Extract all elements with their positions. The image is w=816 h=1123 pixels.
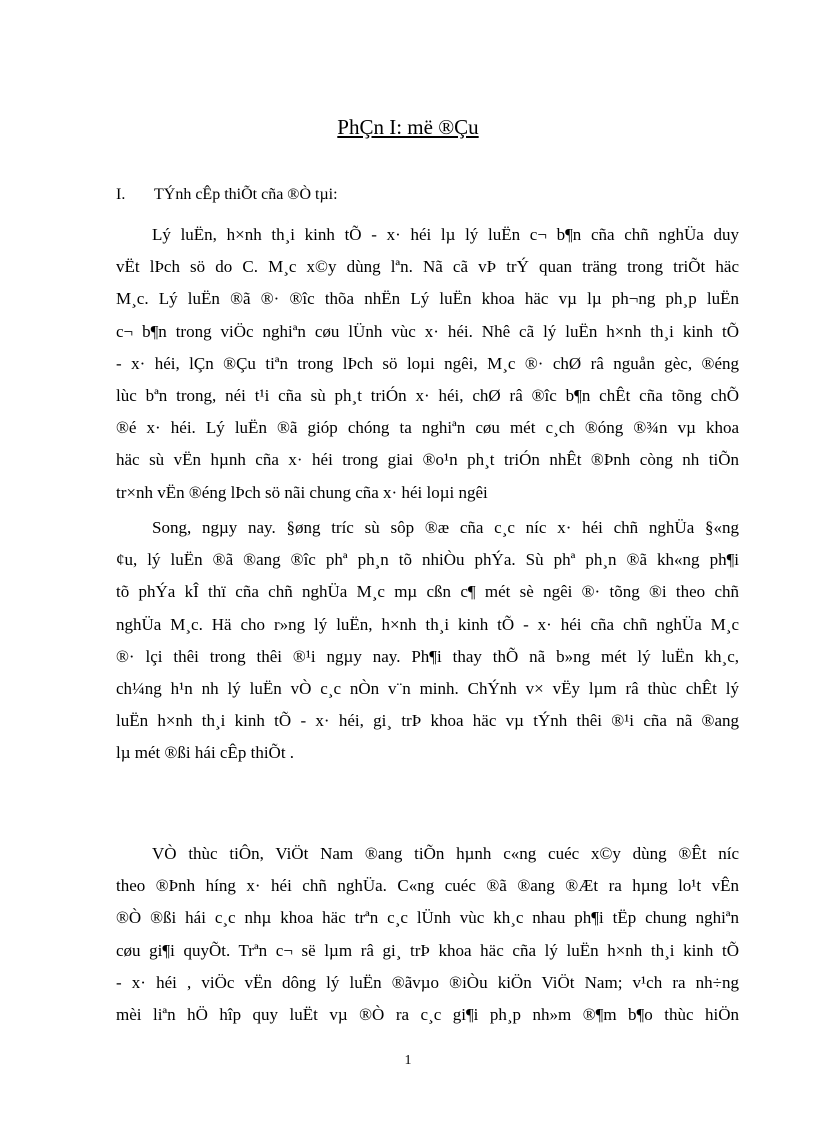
paragraph-line: c¬ b¶n trong viÖc nghiªn cøu lÜnh vùc x· héi. Nhê cã lý luËn h×nh th¸i kinh tÕ (116, 321, 739, 341)
paragraph-3 (116, 838, 739, 1031)
paragraph-line: mèi liªn hÖ hîp quy luËt vµ ®Ò ra c¸c gi¶i ph¸p nh»m ®¶m b¶o thùc hiÖn (116, 1005, 739, 1025)
paragraph-line: M¸c. Lý luËn ®ã ®· ®îc thõa nhËn Lý luËn khoa häc vµ lµ ph¬ng ph¸p luËn (116, 289, 739, 309)
paragraph-line: lµ mét ®ßi hái cÊp thiÕt . (116, 743, 295, 763)
paragraph-line: Song, ngµy nay. §øng tríc sù sôp ®æ cña c¸c níc x· héi chñ nghÜa §«ng (152, 518, 739, 537)
paragraph-line: lùc bªn trong, néi t¹i cña sù ph¸t triÓn x· héi, chØ râ ®îc b¶n chÊt cña tõng chÕ (116, 386, 739, 406)
page-title (0, 115, 816, 140)
paragraph-line: - x· héi, lÇn ®Çu tiªn trong lÞch sö loµi ngêi, M¸c ®· chØ râ nguån gèc, ®éng (116, 353, 739, 373)
paragraph-line: VÒ thùc tiÔn, ViÖt Nam ®ang tiÕn hµnh c«ng cuéc x©y dùng ®Êt níc (152, 844, 739, 863)
paragraph-2 (116, 512, 739, 770)
paragraph-line: luËn h×nh th¸i kinh tÕ - x· héi, gi¸ trÞ khoa häc vµ tÝnh thêi ®¹i cña nã ®ang (116, 711, 739, 731)
section-number: I. (116, 186, 126, 203)
paragraph-line: theo ®Þnh híng x· héi chñ nghÜa. C«ng cuéc ®ã ®ang ®Æt ra hµng lo¹t vÊn (116, 876, 739, 896)
paragraph-line: häc sù vËn hµnh cña x· héi trong giai ®o¹n ph¸t triÓn nhÊt ®Þnh còng nh tiÕn (116, 450, 739, 470)
paragraph-line: cøu gi¶i quyÕt. Trªn c¬ së lµm râ gi¸ trÞ khoa häc cña lý luËn h×nh th¸i kinh tÕ (116, 940, 739, 960)
page-number: 1 (404, 1053, 412, 1068)
paragraph-line: Lý luËn, h×nh th¸i kinh tÕ - x· héi lµ lý luËn c¬ b¶n cña chñ nghÜa duy (152, 225, 739, 244)
section-heading-text: TÝnh cÊp thiÕt cña ®Ò tµi: (154, 186, 338, 203)
paragraph-line: ¢u, lý luËn ®ã ®ang ®îc phª ph¸n tõ nhiÒu phÝa. Sù phª ph¸n ®ã kh«ng ph¶i (116, 550, 739, 570)
paragraph-line: ®Ò ®ßi hái c¸c nhµ khoa häc trªn c¸c lÜnh vùc kh¸c nhau ph¶i tËp chung nghiªn (116, 908, 739, 928)
page-title-text: PhÇn I: më ®Çu (337, 115, 479, 139)
paragraph-line: tr×nh vËn ®éng lÞch sö nãi chung cña x· héi loµi ngêi (116, 482, 488, 502)
paragraph-1 (116, 219, 739, 509)
paragraph-line: ®· lçi thêi trong thêi ®¹i ngµy nay. Ph¶i thay thÕ nã b»ng mét lý luËn kh¸c, (116, 646, 739, 666)
paragraph-line: ®é x· héi. Lý luËn ®ã gióp chóng ta nghiªn cøu mét c¸ch ®óng ®¾n vµ khoa (116, 418, 739, 438)
paragraph-line: vËt lÞch sö do C. M¸c x©y dùng lªn. Nã cã vÞ trÝ quan träng trong triÕt häc (116, 257, 739, 277)
section-heading (116, 186, 338, 204)
paragraph-line: nghÜa M¸c. Hä cho r»ng lý luËn, h×nh th¸i kinh tÕ - x· héi cña chñ nghÜa M¸c (116, 614, 739, 634)
paragraph-line: tõ phÝa kÎ thï cña chñ nghÜa M¸c mµ cßn c¶ mét sè ngêi ®· tõng ®i theo chñ (116, 582, 739, 602)
paragraph-line: ch¼ng h¹n nh lý luËn vÒ c¸c nÒn v¨n minh. ChÝnh v× vËy lµm râ thùc chÊt lý (116, 679, 739, 699)
paragraph-line: - x· héi , viÖc vËn dông lý luËn ®ãvµo ®iÒu kiÖn ViÖt Nam; v¹ch ra nh÷ng (116, 972, 739, 992)
